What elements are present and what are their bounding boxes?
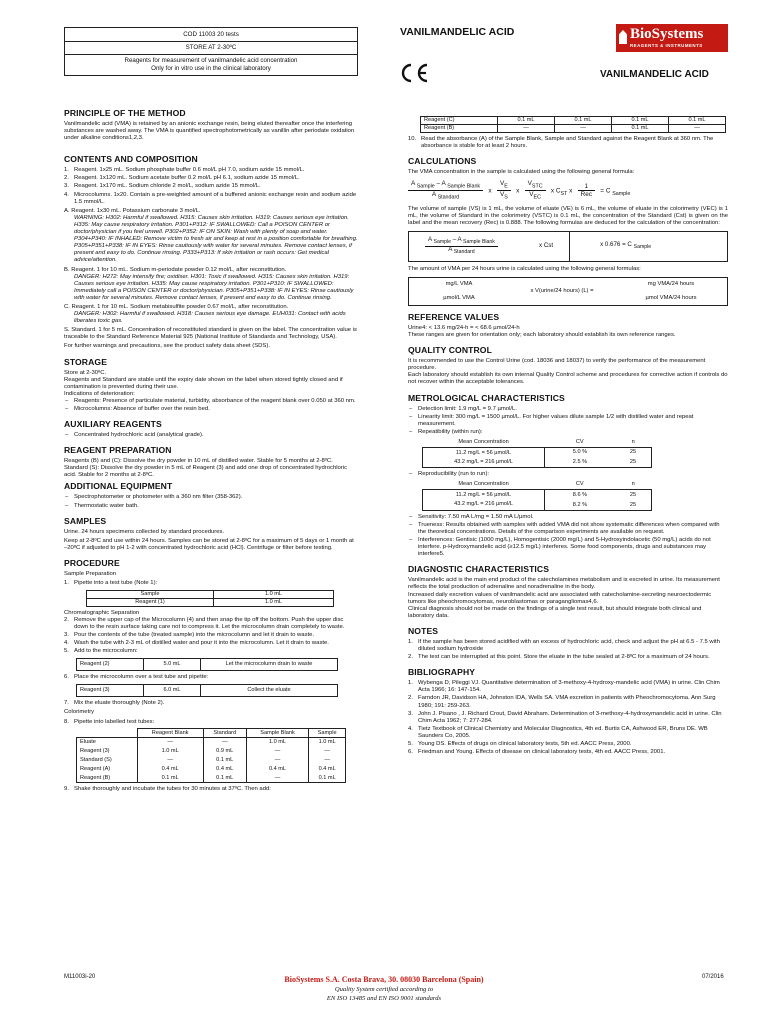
list-item: 7. Mix the eluate thoroughly (Note 2). [64, 700, 165, 707]
left-column: PRINCIPLE OF THE METHOD Vanilmandelic acid (VMA) is retained by an anionic exchange resin, being eluted thereafter once the interfering substances are washed away. The VMA is quantified spectrophotometrically as vanillin after periodate oxidation under alkaline conditions1,2,3. CONTENTS AND COMPOSITION 1. Reagent. 1x25 mL. Sodium phosphate buffer 0.6 mol/L pH 7.0, sodium azide 15 mmol/L. 2. Reagent. 1x120 mL. Sodium acetate buffer 0.2 mol/L pH 6.1, sodium azide 15 mmol/L. 3. Reagent. 1x170 mL. Sodium chloride 2 mol/L, sodium azide 15 mmol/L. 4. Microcolumns. 1x20. Contain a pre-weighted amount of a buffered anionic exchange resin and sodium azide 1.5 mmol/L. A. Reagent. 1x30 mL. Potassium carbonate 3 mol/L. WARNING: H302: Harmful if swallowed. H315: Causes skin irritation. H319: Causes serious eye irritation. H335: May cause respiratory irritation. P301+P312: IF SWALLOWED: Call a POISON CENTER or doctor/physician if you feel unwell. P302+P352: IF ON SKIN: Wash with plenty of soap and water. P304+P340: IF INHALED: Remove victim to fresh air and keep at rest in a position comfortable for breathing. P305+P351+P338: IF IN EYES: Rinse cautiously with water for several minutes. Remove contact lenses, if present and easy to do. Continue rinsing. P333+P313: If skin irritation or rash occurs: Get medical advice/attention. B. Reagent. 1 for 10 mL. Sodium m-periodate powder 0.12 mol/L, after reconstitution. DANGER: H272: May intensify fire; oxidiser. H301: Toxic if swallowed. H315: Causes skin irritation. H319: Causes serious eye irritation. H335: May cause respiratory irritation. P301+P310: IF SWALLOWED: Immediately call a POISON CENTER or doctor/physician. P305+P351+P338: IF IN EYES: Rinse cautiously with water for several minutes. Remove contact lenses, if present and easy to do. Continue rinsing. C. Reagent. 1 for 10 mL. Sodium metabisulfite powder 0.67 mol/L, after reconstitution. DANGER: H302: Harmful if swallowed. H318: Causes serious eye damage. EUH031: Contact with acids liberates toxic gas. S. Standard. 1 for 5 mL. Concentration of reconstituted standard is given on the label. The concentration value is traceable to the Standard Reference Material 925 (National Institute of Standards and Technology, USA). For further warnings and precautions, see the product safety data sheet (SDS). STORAGE Store at 2-30ºC. Reagents and Standard are stable until the expiry date shown on the label when stored tightly closed and if contamination is prevented during their use. Indications of deterioration: – Reagents: Presence of particulate material, turbidity, absorbance of the reagent blank over 0.050 at 360 nm. – Microcolumns: Absence of buffer over the resin bed. AUXILIARY REAGENTS – Concentrated hydrochloric acid (analytical grade). REAGENT PREPARATION Reagents (B) and (C): Dissolve the dry powder in 10 mL of distilled water. Stable for 5 months at 2-8ºC. Standard (S): Dissolve the dry powder in 5 mL of Reagent (3) and add one drop of concentrated hydrochloric acid. Stable for 2 months at 2-8ºC. ADDITIONAL EQUIPMENT – Spectrophotometer or photometer with a 360 nm filter (358-362). – Thermostatic water bath. SAMPLES Urine. 24 hours specimens collected by standard procedures. Keep at 2-8ºC and use within 24 hours. Samples can be stored at 2-8ºC for a maximum of 5 days or 1 month at –20ºC if adjusted to pH 1-2 with concentrated hydrochloric acid (HCl). Centrifuge or filter before testing. PROCEDURE Sample Preparation 1. Pipette into a test tube (Note 1): Sample 1.0 mL Reagent (1) 1.0 mL Chromatographic Separation 2. Remove the upper cap of the Microcolumn (4) and then snap the tip off the bottom. Push the upper disc down to the resin surface taking care not to compress it. Let the microcolumn drain completely to waste. 3. Pour the contents of the tube (treated sample) into the microcolumn and let it drain to waste. 4. Wash the tube with 2-3 mL of distilled water and pour it into the microcolumn. Let it drain to waste. 5. Add to the microcolumn: Reagent (2) 5.0 mL Let the microcolumn drain to waste 6. Place the microcolumn over a test tube and pipette: Reagent (3) 6.0 mL Collect the eluate 7. Mix the eluate thoroughly (Note 2). Colorimetry 8. Pipette into labelled test tubes: Reagent Blank Standard Sample Blank Sample Eluate — — 1.0 mL 1.0 mL Reagent (3) 1.0 mL 0.9 mL — — Standard (S) — 0.1 mL — — Reagent (A) 0.4 mL 0.4 mL 0.4 mL 0.4 mL Reagent (B) 0.1 mL 0.1 mL — 0.1 mL 9. Shake thoroughly and incubate the tubes for 30 minutes at 37ºC. Then add: [64, 108, 358, 796]
section-reference: REFERENCE VALUES [408, 312, 500, 322]
section-auxiliary: AUXILIARY REAGENTS [64, 419, 162, 430]
reagent-b: B. Reagent. 1 for 10 mL. Sodium m-periodate powder 0.12 mol/L, after reconstitution. DANGER: H272: May intensify fire; oxidiser. H301: Toxic if swallowed. H315: Causes skin irritation. H319: Causes serious eye irritation. H335: May cause respiratory irritation. P301+P310: IF SWALLOWED: Immediately call a POISON CENTER or doctor/physician. P305+P351+P338: IF IN EYES: Rinse cautiously with water for several minutes. Remove contact lenses, if present and easy to do. Continue rinsing. [64, 266, 354, 301]
table-row: Standard (S) — 0.1 mL — — [77, 756, 346, 765]
product-info-box [64, 27, 358, 76]
list-item: – Trueness: Results obtained with samples with added VMA did not show systematic differences when compared with the theoretical concentrations. Details of the comparison experiments are available on request. [408, 522, 728, 536]
section-samples: SAMPLES [64, 515, 107, 526]
section-principle: PRINCIPLE OF THE METHOD [64, 108, 186, 118]
list-item: – Detection limit: 1.9 mg/L = 9.7 µmol/L. [408, 406, 728, 413]
list-item: 2. The test can be interrupted at this point. Store the eluate in the tube sealed at 2-8ºC for a maximum of 24 hours. [408, 654, 710, 661]
list-item: 10. Read the absorbance (A) of the Sample Blank, Sample and Standard against the Reagent Blank at 360 nm. The absorbance is stable for at least 2 hours. [408, 135, 714, 149]
list-item: 2. Reagent. 1x120 mL. Sodium acetate buffer 0.2 mol/L pH 6.1, sodium azide 15 mmol/L. [64, 175, 300, 182]
section-quality: QUALITY CONTROL [408, 345, 492, 356]
section-bibliography: BIBLIOGRAPHY [408, 667, 476, 678]
table-row: 43.2 mg/L = 216 µmol/L 2.5 % 25 [423, 458, 652, 468]
list-item: 5. Add to the microcolumn: [64, 648, 138, 655]
list-item: – Thermostatic water bath. [64, 503, 358, 510]
section-contents: CONTENTS AND COMPOSITION [64, 154, 198, 165]
doc-title-top: VANILMANDELIC ACID [400, 26, 515, 38]
company-address: BioSystems S.A. Costa Brava, 30. 08030 Barcelona (Spain) [284, 975, 484, 984]
biosystems-logo: BioSystems REAGENTS & INSTRUMENTS [616, 24, 728, 52]
table-row: Reagent (3) 1.0 mL 0.9 mL — — [77, 747, 346, 756]
section-metrological: METROLOGICAL CHARACTERISTICS [408, 392, 565, 403]
table-row: Eluate — — 1.0 mL 1.0 mL [77, 738, 346, 747]
list-item: 3. Reagent. 1x170 mL. Sodium chloride 2 mol/L, sodium azide 15 mmol/L. [64, 183, 261, 190]
section-storage: STORAGE [64, 356, 108, 367]
list-item: 4. Microcolumns. 1x20. Contain a pre-weighted amount of a buffered anionic exchange resin and sodium azide 1.5 mmol/L. [64, 191, 357, 205]
daily-amount-formula: mg/L VMA x V(urine/24 hours) (L) = mg VMA/24 hours µmol/L VMA µmol VMA/24 hours [408, 277, 728, 306]
list-item: – Interferences: Gentisic (1000 mg/L), Homogentisic (2000 mg/L) and 5-Hydroxyindolacetic (50 mg/L) acids do not interfere. p-Hydroxymandelic acid (≥12.5 mg/L) interferes. Some food components, drugs and substances may interfere5. [408, 537, 728, 558]
list-item: 9. Shake thoroughly and incubate the tubes for 30 minutes at 37ºC. Then add: [64, 786, 271, 793]
standard-s: S. Standard. 1 for 5 mL. Concentration of reconstituted standard is given on the label. The concentration value is traceable to the Standard Reference Material 925 (National Institute of Standards and Technology, USA). [64, 327, 357, 341]
table-row: 43.2 mg/L = 216 µmol/L 8.2 % 25 [423, 500, 652, 510]
list-item: 1. Pipette into a test tube (Note 1): [64, 580, 158, 587]
list-item: 4. Tietz Textbook of Clinical Chemistry and Molecular Diagnostics, 4th ed. Burtis CA, Ashwood ER, Bruns DE. WB Saunders Co, 2005. [408, 725, 708, 739]
list-item: – Repeatibility (within run): [408, 429, 728, 436]
list-item: – Microcolumns: Absence of buffer over the resin bed. [64, 406, 358, 413]
table-row: Reagent (A) 0.4 mL 0.4 mL 0.4 mL 0.4 mL [77, 765, 346, 774]
section-preparation: REAGENT PREPARATION [64, 445, 172, 456]
reagent-a: A. Reagent. 1x30 mL. Potassium carbonate 3 mol/L. WARNING: H302: Harmful if swallowed. H315: Causes skin irritation. H319: Causes serious eye irritation. H335: May cause respiratory irritation. P301+P312: IF SWALLOWED: Call a POISON CENTER or doctor/physician if you feel unwell. P302+P352: IF ON SKIN: Wash with plenty of soap and water. P304+P340: IF INHALED: Remove victim to fresh air and keep at rest in a position comfortable for breathing. P305+P351+P338: IF IN EYES: Rinse cautiously with water for several minutes. Remove contact lenses, if present and easy to do. Continue rinsing. P333+P313: If skin irritation or rash occurs: Get medical advice/attention. [64, 207, 358, 264]
section-notes: NOTES [408, 625, 439, 636]
table-row: Sample 1.0 mL [87, 591, 334, 599]
list-item: – Reagents: Presence of particulate material, turbidity, absorbance of the reagent blank over 0.050 at 360 nm. [64, 398, 358, 405]
table-row: Reagent (1) 1.0 mL [87, 598, 334, 606]
storage-list [64, 398, 358, 413]
doc-date: 07/2016 [702, 974, 724, 980]
table-row: Reagent (3) 6.0 mL Collect the eluate [77, 685, 338, 697]
general-formula: $\frac{A _{Sample} - A _{Sample Blank}}{A _{Standard}}$ x $\frac{V_E}{V_S}$ x $\frac{V_{STC}}{V_{EC}}$ x $C_{ST}$ x $\frac{1}{\text{Rec}}$ = C $_{Sample}$ [408, 180, 728, 202]
table-row: Reagent (2) 5.0 mL Let the microcolumn drain to waste [77, 659, 338, 671]
right-column: Reagent (C) 0.1 mL 0.1 mL 0.1 mL 0.1 mL Reagent (B) — — 0.1 mL — 10. Read the absorbance (A) of the Sample Blank, Sample and Standard against the Reagent Blank at 360 nm. The absorbance is stable for at least 2 hours. CALCULATIONS The VMA concentration in the sample is calculated using the following general formula: $\frac{A _{Sample} - A _{Sample Blank}}{A _{Standard}}$ x $\frac{V_E}{V_S}$ x $\frac{V_{STC}}{V_{EC}}$ x $C_{ST}$ x $\frac{1}{\text{Rec}}$ = C $_{Sample}$ The volume of sample (VS) is 1 mL, the volume of eluate (VE) is 6 mL, the volume of eluate in the colorimetry (VEC) is 1 mL, the volume of Standard in the colorimetry (VSTC) is 0.1 mL, the concentration of the Standard (Cst) is given on the label and the mean recovery (Rec) is 0.888. The following formulas are deduced for the calculation of the concentration: $\frac{A _{Sample} - A _{Sample Blank}}{A _{Standard}}$ x Cst x 0.676 = C $_{Sample}$ The amount of VMA per 24 hours urine is calculated using the following general formulas: mg/L VMA x V(urine/24 hours) (L) = mg VMA/24 hours µmol/L VMA µmol VMA/24 hours REFERENCE VALUES Urine4: < 13.6 mg/24-h = < 68.6 µmol/24-h These ranges are given for orientation only; each laboratory should establish its own reference ranges. QUALITY CONTROL It is recommended to use the Control Urine (cod. 18036 and 18037) to verify the performance of the measurement procedure. Each laboratory should establish its own internal Quality Control scheme and procedures for corrective action if controls do not recover within the acceptable tolerances. METROLOGICAL CHARACTERISTICS – Detection limit: 1.9 mg/L = 9.7 µmol/L. – Linearity limit: 300 mg/L = 1500 µmol/L. For higher values dilute sample 1/2 with distilled water and repeat measurement. – Repeatibility (within run): Mean Concentration CV n 11.2 mg/L = 56 µmol/L 5.0 % 25 43.2 mg/L = 216 µmol/L 2.5 % 25 – Reproducibility (run to run): Mean Concentration CV n 11.2 mg/L = 56 µmol/L 8.6 % 25 43.2 mg/L = 216 µmol/L 8.2 % 25 – Sensitivity: 7.50 mA L/mg = 1.50 mA L/µmol. – Trueness: Results obtained with samples with added VMA did not show systematic differences when compared with the theoretical concentrations. Details of the comparison experiments are available on request. – Interferences: Gentisic (1000 mg/L), Homogentisic (2000 mg/L) and 5-Hydroxyindolacetic (50 mg/L) acids do not interfere. p-Hydroxymandelic acid (≥12.5 mg/L) interferes. Some food components, drugs and substances may interfere5. DIAGNOSTIC CHARACTERISTICS Vanilmandelic acid is the main end product of the catecholamines metabolism and is excreted in urine. Its measurement reflects the total production of adrenaline and noradrenaline in the body. Increased daily excretion values of vanilmandelic acid are associated with catecholamine-secreting neuroectodermic tumors like pheochromocytomas, neuroblastomas or paragangliomas4,6. Clinical diagnosis should not be made on the findings of a single test result, but should integrate both clinical and laboratory data. NOTES 1. If the sample has been stored acidified with an excess of hydrochloric acid, check and adjust the pH at 6.5 - 7.5 with diluted sodium hydroxide 2. The test can be interrupted at this point. Store the eluate in the tube sealed at 2-8ºC for a maximum of 24 hours. BIBLIOGRAPHY 1. Wybenga D, Pileggi VJ. Quantitative determination of 3-methoxy-4-hydroxy-mandelic acid (VMA) in urine. Clin Chim Acta 1966; 16: 147-154. 2. Farndon JR, Davidson HA, Johnston IDA, Wells SA. VMA excretion in patients with Pheochromocytoma. Ann Surg 1980; 191: 259-263. 3. John J. Pisano , J. Richard Crout, David Abraham. Determination of 3-methoxy-4-hydroxymandelic acid in urine. Clin Chim Acta 1962; 7: 277-284. 4. Tietz Textbook of Clinical Chemistry and Molecular Diagnostics, 4th ed. Burtis CA, Ashwood ER, Bruns DE. WB Saunders Co, 2005. 5. Young DS. Effects of drugs on clinical laboratory tests, 5th ed. AACC Press, 2000. 6. Friedman and Young. Effects of disease on clinical laboratory tests, 4th ed. AACC Press, 2001. [408, 116, 728, 758]
microcolumn-table [76, 658, 338, 671]
list-item: 1. If the sample has been stored acidified with an excess of hydrochloric acid, check and adjust the pH at 6.5 - 7.5 with diluted sodium hydroxide [408, 638, 720, 653]
list-item: 6. Friedman and Young. Effects of disease on clinical laboratory tests, 4th ed. AACC Press, 2001. [408, 749, 666, 756]
sample-prep-table [86, 590, 334, 607]
repeatability-table [422, 438, 652, 468]
section-calculations: CALCULATIONS [408, 155, 477, 166]
ce-mark-icon [398, 62, 430, 89]
table-row: Reagent Blank Standard Sample Blank Sample [77, 728, 346, 738]
section-procedure: PROCEDURE [64, 557, 120, 568]
quality-statement-2: EN ISO 13485 and EN ISO 9001 standards [326, 995, 442, 1002]
table-row: Reagent (C) 0.1 mL 0.1 mL 0.1 mL 0.1 mL [421, 117, 726, 125]
contents-list [64, 167, 358, 205]
table-row: 11.2 mg/L = 56 µmol/L 5.0 % 25 [423, 447, 652, 457]
table-row: Reagent (B) 0.1 mL 0.1 mL — 0.1 mL [77, 774, 346, 783]
list-item: 2. Farndon JR, Davidson HA, Johnston IDA, Wells SA. VMA excretion in patients with Pheochromocytoma. Ann Surg 1980; 191: 259-263. [408, 695, 716, 709]
table-row: Mean Concentration CV n [458, 481, 635, 488]
reproducibility-table [422, 480, 652, 510]
list-item: 4. Wash the tube with 2-3 mL of distilled water and pour it into the microcolumn. Let it drain to waste. [64, 640, 329, 647]
list-item: – Reproducibility (run to run): [408, 471, 728, 478]
reagent-add-table [420, 116, 726, 133]
list-item: 5. Young DS. Effects of drugs on clinical laboratory tests, 5th ed. AACC Press, 2000. [408, 740, 632, 747]
colorimetry-table [76, 728, 346, 784]
list-item: 3. Pour the contents of the tube (treated sample) into the microcolumn and let it drain to waste. [64, 632, 315, 638]
list-item: 1. Reagent. 1x25 mL. Sodium phosphate buffer 0.6 mol/L pH 7.0, sodium azide 15 mmol/L. [64, 167, 305, 174]
table-row: Reagent (B) — — 0.1 mL — [421, 124, 726, 132]
eluate-table [76, 684, 338, 697]
doc-code: M11003i-20 [64, 974, 96, 980]
table-row: 11.2 mg/L = 56 µmol/L 8.6 % 25 [423, 490, 652, 500]
doc-title-right: VANILMANDELIC ACID [600, 69, 709, 80]
storage-label: STORE AT 2-30ºC [65, 42, 357, 55]
list-item: 1. Wybenga D, Pileggi VJ. Quantitative determination of 3-methoxy-4-hydroxy-mandelic acid (VMA) in urine. Clin Chim Acta 1966; 16: 147-154. [408, 680, 720, 694]
list-item: 3. John J. Pisano , J. Richard Crout, David Abraham. Determination of 3-methoxy-4-hydroxymandelic acid in urine. Clin Chim Acta 1962; 7: 277-284. [408, 710, 722, 724]
intended-use: Reagents for measurement of vanilmandelic acid concentration Only for in vitro use in the clinical laboratory [124, 57, 298, 72]
section-equipment: ADDITIONAL EQUIPMENT [64, 481, 173, 492]
quality-statement-1: Quality System certified according to [334, 986, 434, 993]
list-item: – Concentrated hydrochloric acid (analytical grade). [64, 432, 358, 439]
section-diagnostic: DIAGNOSTIC CHARACTERISTICS [408, 564, 550, 575]
product-code: COD 11003 20 tests [65, 28, 357, 42]
logo-emblem-icon [619, 30, 627, 44]
list-item: 6. Place the microcolumn over a test tube and pipette: [64, 674, 209, 681]
list-item: – Linearity limit: 300 mg/L = 1500 µmol/L. For higher values dilute sample 1/2 with distilled water and repeat measurement. [408, 414, 728, 428]
list-item: – Spectrophotometer or photometer with a 360 nm filter (358-362). [64, 494, 358, 501]
table-row: Mean Concentration CV n [458, 438, 635, 445]
list-item: – Sensitivity: 7.50 mA L/mg = 1.50 mA L/µmol. [408, 514, 728, 521]
list-item: 8. Pipette into labelled test tubes: [64, 718, 155, 725]
concentration-formula: $\frac{A _{Sample} - A _{Sample Blank}}{A _{Standard}}$ x Cst x 0.676 = C $_{Sample}$ [408, 231, 728, 262]
list-item: 2. Remove the upper cap of the Microcolumn (4) and then snap the tip off the bottom. Push the upper disc down to the resin surface taking care not to compress it. Let the microcolumn drain completely to waste. [64, 616, 345, 630]
reagent-c: C. Reagent. 1 for 10 mL. Sodium metabisulfite powder 0.67 mol/L, after reconstitution. DANGER: H302: Harmful if swallowed. H318: Causes serious eye damage. EUH031: Contact with acids liberates toxic gas. [64, 303, 346, 325]
